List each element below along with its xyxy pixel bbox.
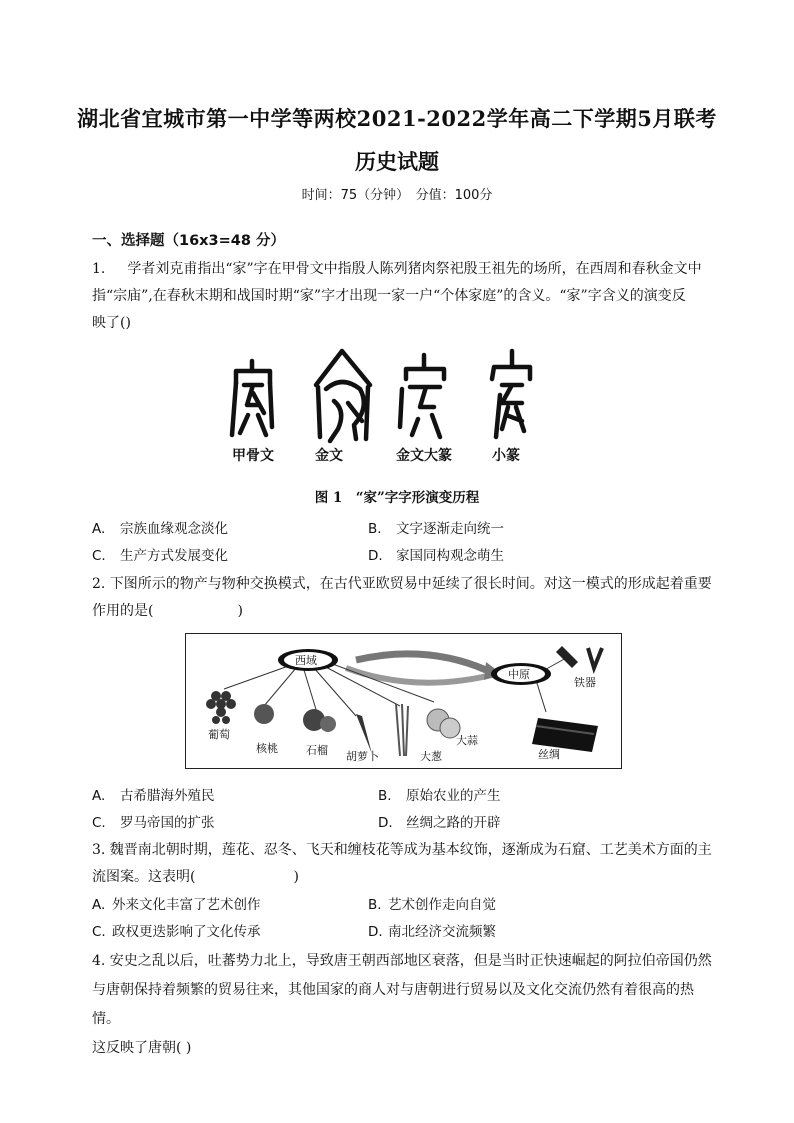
question-1-text: 1. 学者刘克甫指出“家”字在甲骨文中指殷人陈列猪肉祭祀殷王祖先的场所，在西周和春秋金文中 指“宗庙”,在春秋末期和战国时期“家”字才出现一家一户“个体家庭”的含义。“家”字含义的演变反 映了(): [92, 261, 702, 331]
q2-option-c[interactable]: C. 罗马帝国的扩张: [92, 815, 215, 831]
exam-meta: 时间：75（分钟） 分值：100分: [301, 188, 493, 203]
q3-option-c[interactable]: C. 政权更迭影响了文化传承: [92, 924, 261, 940]
item-garlic: 大蒜: [456, 734, 478, 747]
question-4-text: 4. 安史之乱以后，吐蕃势力北上，导致唐王朝西部地区衰落，但是当时正快速崛起的阿拉伯帝国仍然 与唐朝保持着频繁的贸易往来，其他国家的商人对与唐朝进行贸易以及文化交流仍然有着很高的热情。 这反映了唐朝( ): [92, 953, 712, 1056]
trade-exchange-figure: [185, 633, 622, 769]
exam-title: 湖北省宜城市第一中学等两校2021-2022学年高二下学期5月联考: [77, 106, 717, 131]
question-2-text: 2. 下图所示的物产与物种交换模式，在古代亚欧贸易中延续了很长时间。对这一模式的形成起着重要 作用的是( ): [92, 576, 712, 619]
item-scallion: 大葱: [420, 750, 442, 763]
glyph-label-small-seal: 小篆: [492, 448, 520, 464]
question-3-text: 3. 魏晋南北朝时期，莲花、忍冬、飞天和缠枝花等成为基本纹饰，逐渐成为石窟、工艺美术方面的主 流图案。这表明( ): [92, 842, 712, 885]
q2-option-d[interactable]: D. 丝绸之路的开辟: [378, 815, 501, 831]
q1-option-d[interactable]: D. 家国同构观念萌生: [368, 548, 504, 564]
exam-subtitle: 历史试题: [355, 149, 439, 174]
jia-glyph-figure: [222, 345, 542, 445]
item-pomegranate: 石榴: [306, 744, 328, 757]
item-carrot: 胡萝卜: [346, 750, 379, 763]
item-grape: 葡萄: [208, 728, 230, 741]
glyph-label-bronze: 金文: [315, 448, 343, 464]
q1-option-c[interactable]: C. 生产方式发展变化: [92, 548, 228, 564]
item-iron: 铁器: [574, 676, 596, 689]
figure-1-caption: 图 1 “家”字字形演变历程: [314, 490, 480, 506]
region-central: 中原: [508, 668, 530, 681]
q3-option-a[interactable]: A. 外来文化丰富了艺术创作: [92, 897, 261, 913]
glyph-label-oracle: 甲骨文: [232, 448, 274, 464]
q2-option-a[interactable]: A. 古希腊海外殖民: [92, 788, 215, 804]
item-walnut: 核桃: [256, 742, 278, 755]
q1-option-a[interactable]: A. 宗族血缘观念淡化: [92, 521, 228, 537]
jia-glyphs-icon: [222, 345, 542, 445]
q2-option-b[interactable]: B. 原始农业的产生: [378, 788, 501, 804]
question-1-number: 1.: [92, 261, 106, 277]
item-silk: 丝绸: [538, 748, 560, 761]
q3-option-b[interactable]: B. 艺术创作走向自觉: [368, 897, 496, 913]
section-title: 一、选择题（16x3=48 分）: [92, 233, 285, 249]
region-west: 西域: [295, 654, 317, 667]
q1-option-b[interactable]: B. 文字逐渐走向统一: [368, 521, 504, 537]
glyph-label-bronze-seal: 金文大篆: [396, 448, 452, 464]
q3-option-d[interactable]: D. 南北经济交流频繁: [368, 924, 496, 940]
